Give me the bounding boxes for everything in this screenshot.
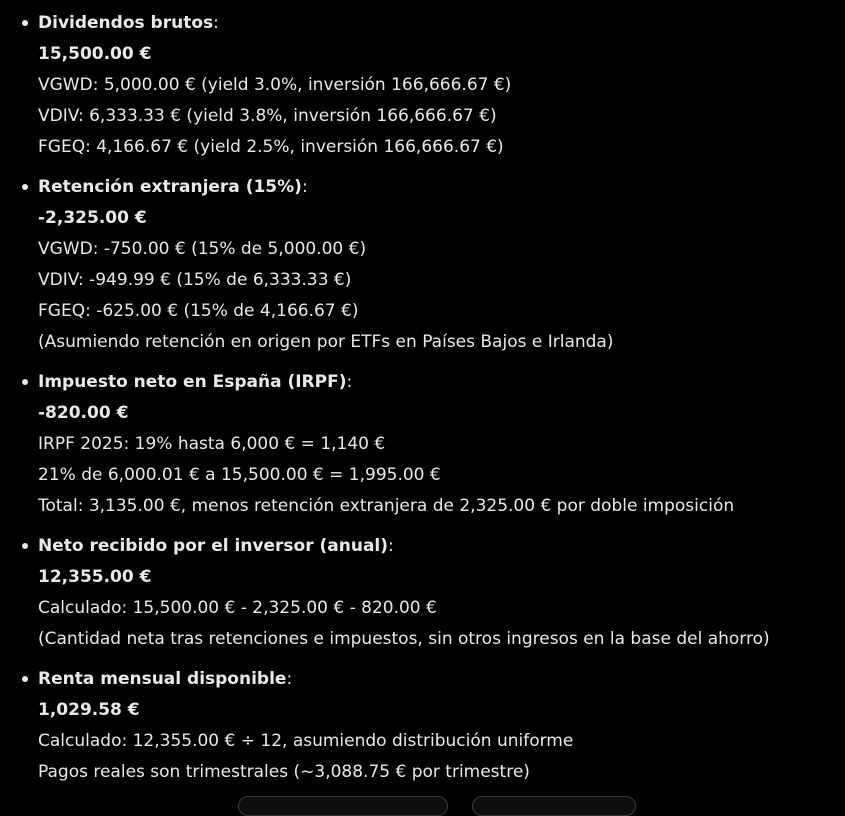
bullet-icon	[22, 379, 28, 385]
bullet-icon	[22, 676, 28, 682]
detail-line: Calculado: 15,500.00 € - 2,325.00 € - 820.00 €	[38, 598, 437, 618]
section-title: Retención extranjera (15%)	[38, 177, 302, 197]
title-colon: :	[301, 177, 308, 197]
section-title: Dividendos brutos	[38, 13, 214, 33]
detail-line: Calculado: 12,355.00 € ÷ 12, asumiendo distribución uniforme	[38, 731, 574, 751]
detail-line: FGEQ: 4,166.67 € (yield 2.5%, inversión 166,666.67 €)	[38, 137, 504, 157]
section-neto-recibido	[0, 531, 845, 655]
detail-line: VDIV: -949.99 € (15% de 6,333.33 €)	[38, 270, 352, 290]
bottom-action-button[interactable]	[238, 796, 448, 816]
detail-line: FGEQ: -625.00 € (15% de 4,166.67 €)	[38, 301, 359, 321]
section-title: Impuesto neto en España (IRPF)	[38, 372, 347, 392]
bottom-action-button[interactable]	[472, 796, 636, 816]
detail-line: VDIV: 6,333.33 € (yield 3.8%, inversión 166,666.67 €)	[38, 106, 497, 126]
section-retencion-extranjera	[0, 172, 845, 358]
section-renta-mensual	[0, 664, 845, 788]
title-colon: :	[388, 536, 394, 556]
section-amount: 12,355.00 €	[38, 567, 152, 587]
section-amount: -2,325.00 €	[38, 208, 147, 228]
section-amount: 15,500.00 €	[38, 44, 152, 64]
bullet-icon	[22, 184, 28, 190]
detail-line: IRPF 2025: 19% hasta 6,000 € = 1,140 €	[38, 434, 386, 454]
detail-line: VGWD: 5,000.00 € (yield 3.0%, inversión 166,666.67 €)	[38, 75, 512, 95]
section-dividendos-brutos	[0, 8, 845, 163]
title-colon: :	[286, 669, 293, 689]
bullet-icon	[22, 20, 28, 26]
bullet-icon	[22, 543, 28, 549]
detail-line: (Cantidad neta tras retenciones e impuestos, sin otros ingresos en la base del ahorro)	[38, 629, 770, 649]
detail-line: Pagos reales son trimestrales (~3,088.75 € por trimestre)	[38, 762, 530, 782]
section-title: Neto recibido por el inversor (anual)	[38, 536, 389, 556]
section-amount: 1,029.58 €	[38, 700, 140, 720]
detail-line: 21% de 6,000.01 € a 15,500.00 € = 1,995.00 €	[38, 465, 441, 485]
section-title: Renta mensual disponible	[38, 669, 287, 689]
title-colon: :	[346, 372, 353, 392]
detail-line: VGWD: -750.00 € (15% de 5,000.00 €)	[38, 239, 367, 259]
detail-line: (Asumiendo retención en origen por ETFs en Países Bajos e Irlanda)	[38, 332, 614, 352]
section-impuesto-neto	[0, 367, 845, 522]
section-amount: -820.00 €	[38, 403, 129, 423]
title-colon: :	[213, 13, 219, 33]
detail-line: Total: 3,135.00 €, menos retención extranjera de 2,325.00 € por doble imposición	[38, 496, 735, 516]
